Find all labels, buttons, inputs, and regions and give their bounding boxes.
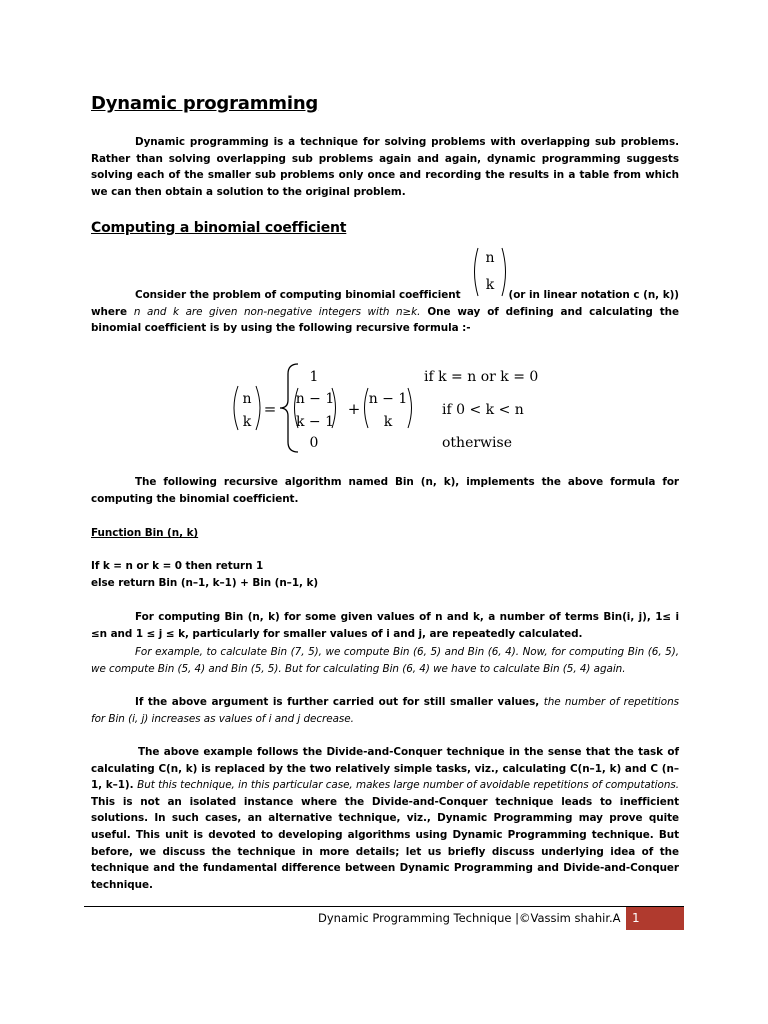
term2-bottom: k xyxy=(383,414,393,430)
binom-text-b: (or in linear notation c (n, k)) xyxy=(508,289,679,301)
further-text-b: the number of repetitions for Bin (i, j) increases as values of i and j decrease. xyxy=(91,696,679,725)
binom-text-e: One way of defining and calculating the binomial coefficient is by using the following recursive formula :- xyxy=(91,305,679,335)
footer-divider xyxy=(84,906,684,907)
closing-text-c: This is not an isolated instance where the Divide-and-Conquer technique leads to inefficient solutions. In such cases, an alternative technique, viz., Dynamic Programming may prove quite useful. This unit is devoted to developing algorithms using Dynamic Programming technique. But before, we discuss the technique in more details; let us briefly discuss underlying idea of the technique and the fundamental difference between Dynamic Programming and Divide-and-Conquer technique. xyxy=(91,795,679,891)
algorithm-intro-paragraph xyxy=(91,474,679,507)
page-title: Dynamic programming xyxy=(91,93,319,114)
further-paragraph xyxy=(91,694,679,727)
recursive-formula xyxy=(228,360,548,456)
binom-text-a: Consider the problem of computing binomial coefficient xyxy=(135,289,461,301)
term1-bottom: k − 1 xyxy=(295,414,335,430)
algo-intro-text: The following recursive algorithm named Bin (n, k), implements the above formula for computing the binomial coefficient. xyxy=(91,476,679,505)
term2-top: n − 1 xyxy=(368,391,408,407)
closing-paragraph xyxy=(91,744,679,893)
lhs-top: n xyxy=(242,391,252,407)
repeat-paragraph xyxy=(91,609,679,642)
code-line-2: else return Bin (n–1, k–1) + Bin (n–1, k) xyxy=(91,577,319,589)
footer-text: Dynamic Programming Technique |©Vassim shahir.A xyxy=(318,911,621,925)
term1-top: n − 1 xyxy=(295,391,335,407)
plus-sign: + xyxy=(347,400,361,418)
case1-condition: if k = n or k = 0 xyxy=(424,369,539,385)
case3-value: 0 xyxy=(309,435,319,451)
example-text: For example, to calculate Bin (7, 5), we compute Bin (6, 5) and Bin (6, 4). Now, for computing Bin (6, 5), we compute Bin (5, 4) and Bin (5, 5). But for calculating Bin (6, 4) we have to calculate Bin (5, 4) again. xyxy=(91,646,679,675)
intro-paragraph xyxy=(91,134,679,200)
lhs-bottom: k xyxy=(242,414,252,430)
function-title: Function Bin (n, k) xyxy=(91,527,199,539)
case2-condition: if 0 < k < n xyxy=(442,402,524,418)
binom-text-d: n and k are given non-negative integers with n≥k. xyxy=(133,305,421,318)
closing-text-a: The above example follows the Divide-and-Conquer technique in the sense that the task of calculating C(n, k) is replaced by the two relatively simple tasks, viz., calculating C(n–1, k) and C (n–1, k–1). xyxy=(91,746,679,792)
page-number-badge: 1 xyxy=(626,907,684,930)
further-text-a: If the above argument is further carried out for still smaller values, xyxy=(135,696,540,708)
intro-text: Dynamic programming is a technique for solving problems with overlapping sub problems. Rather than solving overlapping sub problems again and again, dynamic programming suggests solving each of the smaller sub problems only once and recording the results in a table from which we can then obtain a solution to the original problem. xyxy=(91,136,679,198)
example-paragraph xyxy=(91,644,679,677)
inline-binom-top: n xyxy=(485,250,495,266)
binom-text-c: where xyxy=(91,305,127,318)
inline-binom-bottom: k xyxy=(485,277,495,293)
case1-value: 1 xyxy=(309,369,319,385)
equals-sign: = xyxy=(263,400,277,418)
case3-condition: otherwise xyxy=(442,435,512,451)
code-line-1: If k = n or k = 0 then return 1 xyxy=(91,560,264,572)
section-heading: Computing a binomial coefficient xyxy=(91,220,347,236)
binomial-paragraph xyxy=(91,287,679,337)
closing-text-b: But this technique, in this particular case, makes large number of avoidable repetitions of computations. xyxy=(137,779,679,792)
repeat-text: For computing Bin (n, k) for some given values of n and k, a number of terms Bin(i, j), 1≤ i ≤n and 1 ≤ j ≤ k, particularly for smaller values of i and j, are repeatedly calculated. xyxy=(91,611,679,640)
